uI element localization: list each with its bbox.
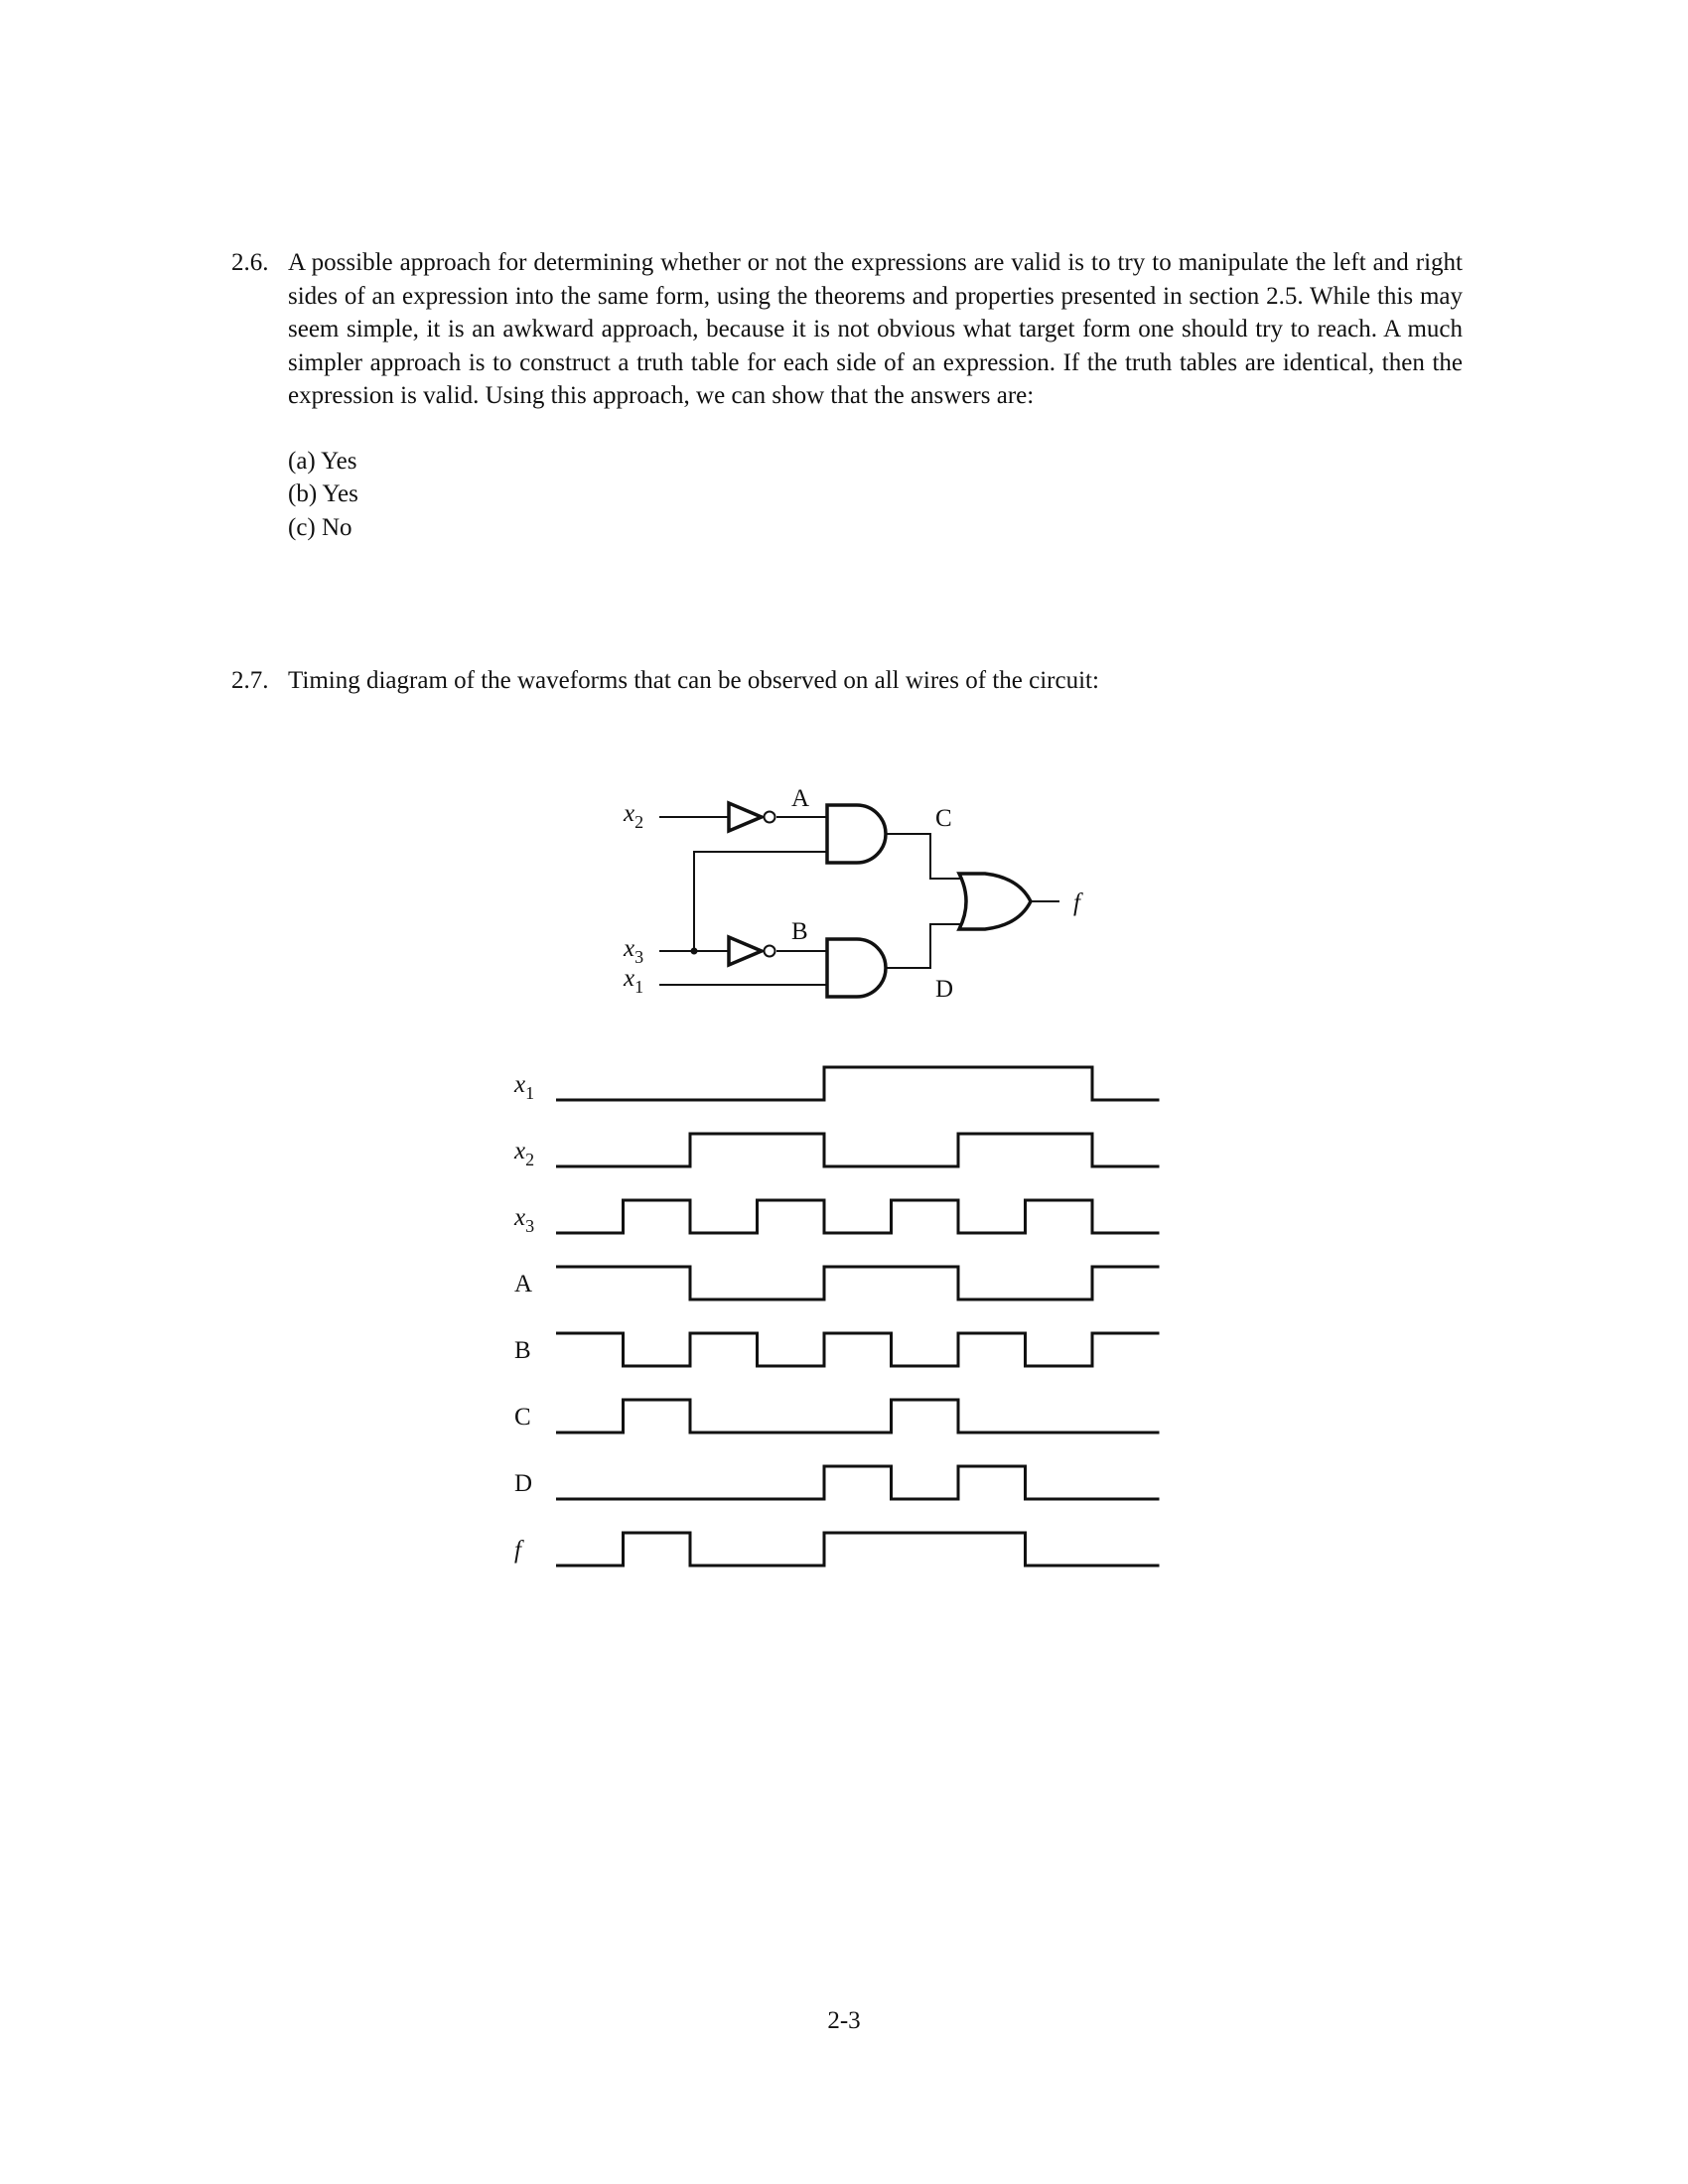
wire-d: [887, 924, 963, 968]
waveform-2: [556, 1200, 1160, 1233]
waveform-5: [556, 1400, 1160, 1433]
waveform-3: [556, 1267, 1160, 1299]
and-gate-d: [827, 939, 886, 997]
problem-text: A possible approach for determining whether or not the expressions are valid is to try to manipulate the left and right sides of an expression into the same form, using the theorems and properties presented in section 2.5. While this may seem simple, it is an awkward approach, because it is not obvious what target form one should try to reach. A much simpler approach is to construct a truth table for each side of an expression. If the truth tables are identical, then the expression is valid. Using this approach, we can show that the answers are:: [288, 249, 1463, 409]
wire-c: [887, 834, 963, 879]
signal-label-7: f: [514, 1537, 521, 1564]
label-c: C: [935, 805, 952, 832]
signal-label-3: A: [514, 1271, 533, 1297]
label-x1: $x_1$: [624, 965, 644, 997]
label-a: A: [791, 785, 810, 812]
waveform-7: [556, 1533, 1160, 1566]
answer-c: (c) No: [288, 513, 352, 541]
label-x2: $x_2$: [624, 800, 644, 832]
problem-number: 2.7.: [231, 667, 269, 694]
and-gate-c: [827, 805, 886, 863]
junction-dot: [691, 948, 698, 955]
label-f: f: [1073, 889, 1080, 916]
signal-label-0: $x_1$: [514, 1071, 535, 1103]
waveform-1: [556, 1134, 1160, 1166]
not-bubble-a: [765, 812, 775, 823]
waveform-0: [556, 1067, 1160, 1100]
waveform-4: [556, 1333, 1160, 1366]
problem-text: Timing diagram of the waveforms that can be observed on all wires of the circuit:: [288, 667, 1099, 694]
not-gate-b: [729, 937, 762, 965]
signal-label-6: D: [514, 1470, 533, 1497]
label-b: B: [791, 918, 808, 945]
timing-diagram: [477, 1052, 1192, 1598]
signal-label-1: $x_2$: [514, 1138, 535, 1169]
label-x3: $x_3$: [624, 935, 644, 967]
answer-b: (b) Yes: [288, 480, 358, 507]
not-gate-a: [729, 803, 762, 831]
label-d: D: [935, 976, 954, 1003]
page-number: 2-3: [827, 2007, 861, 2034]
signal-label-4: B: [514, 1337, 531, 1364]
not-bubble-b: [765, 946, 775, 957]
or-gate-f: [959, 874, 1031, 929]
problem-number: 2.6.: [231, 249, 269, 276]
signal-label-2: $x_3$: [514, 1204, 535, 1236]
signal-label-5: C: [514, 1404, 531, 1431]
answer-a: (a) Yes: [288, 447, 357, 475]
circuit-diagram: [0, 0, 1688, 1032]
waveform-6: [556, 1466, 1160, 1499]
